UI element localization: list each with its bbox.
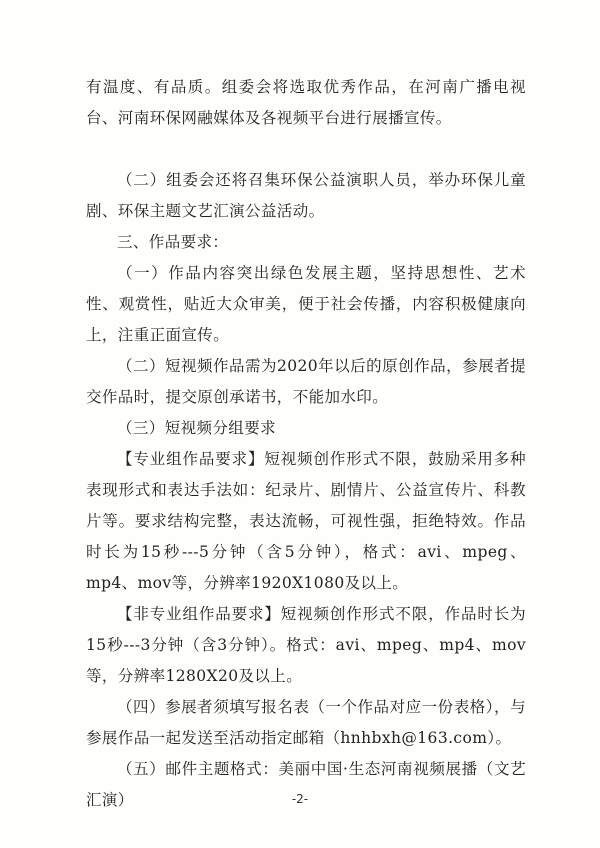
page-number: -2- xyxy=(291,792,309,806)
paragraph-registration-form: （四）参展者须填写报名表（一个作品对应一份表格），与参展作品一起发送至活动指定邮箱（hnhbxh@163.com）。 xyxy=(86,698,526,747)
section-heading-requirements: 三、作品要求： xyxy=(117,233,229,251)
paragraph-organizer-events: （二）组委会还将召集环保公益演职人员，举办环保儿童剧、环保主题文艺汇演公益活动。 xyxy=(86,171,526,220)
paragraph-original-works: （二）短视频作品需为2020年以后的原创作品，参展者提交作品时，提交原创承诺书，不能加水印。 xyxy=(86,357,526,406)
paragraph-continuation: 有温度、有品质。组委会将选取优秀作品，在河南广播电视台、河南环保网融媒体及各视频平台进行展播宣传。 xyxy=(86,78,526,127)
paragraph-professional-group: 【专业组作品要求】短视频创作形式不限，鼓励采用多种表现形式和表达手法如：纪录片、剧情片、公益宣传片、科教片等。要求结构完整，表达流畅，可视性强，拒绝特效。作品时长为15秒---5分钟（含5分钟），格式：avi、mpeg、mp4、mov等，分辨率1920X1080及以上。 xyxy=(86,450,526,592)
paragraph-group-requirements: （三）短视频分组要求 xyxy=(117,419,277,437)
paragraph-content-theme: （一）作品内容突出绿色发展主题，坚持思想性、艺术性、观赏性，贴近大众审美，便于社会传播，内容积极健康向上，注重正面宣传。 xyxy=(86,264,526,344)
paragraph-amateur-group: 【非专业组作品要求】短视频创作形式不限，作品时长为15秒---3分钟（含3分钟）。格式：avi、mpeg、mp4、mov等，分辨率1280X20及以上。 xyxy=(86,605,526,685)
paragraph-email-subject: （五）邮件主题格式：美丽中国·生态河南视频展播（文艺汇演） xyxy=(86,760,526,809)
